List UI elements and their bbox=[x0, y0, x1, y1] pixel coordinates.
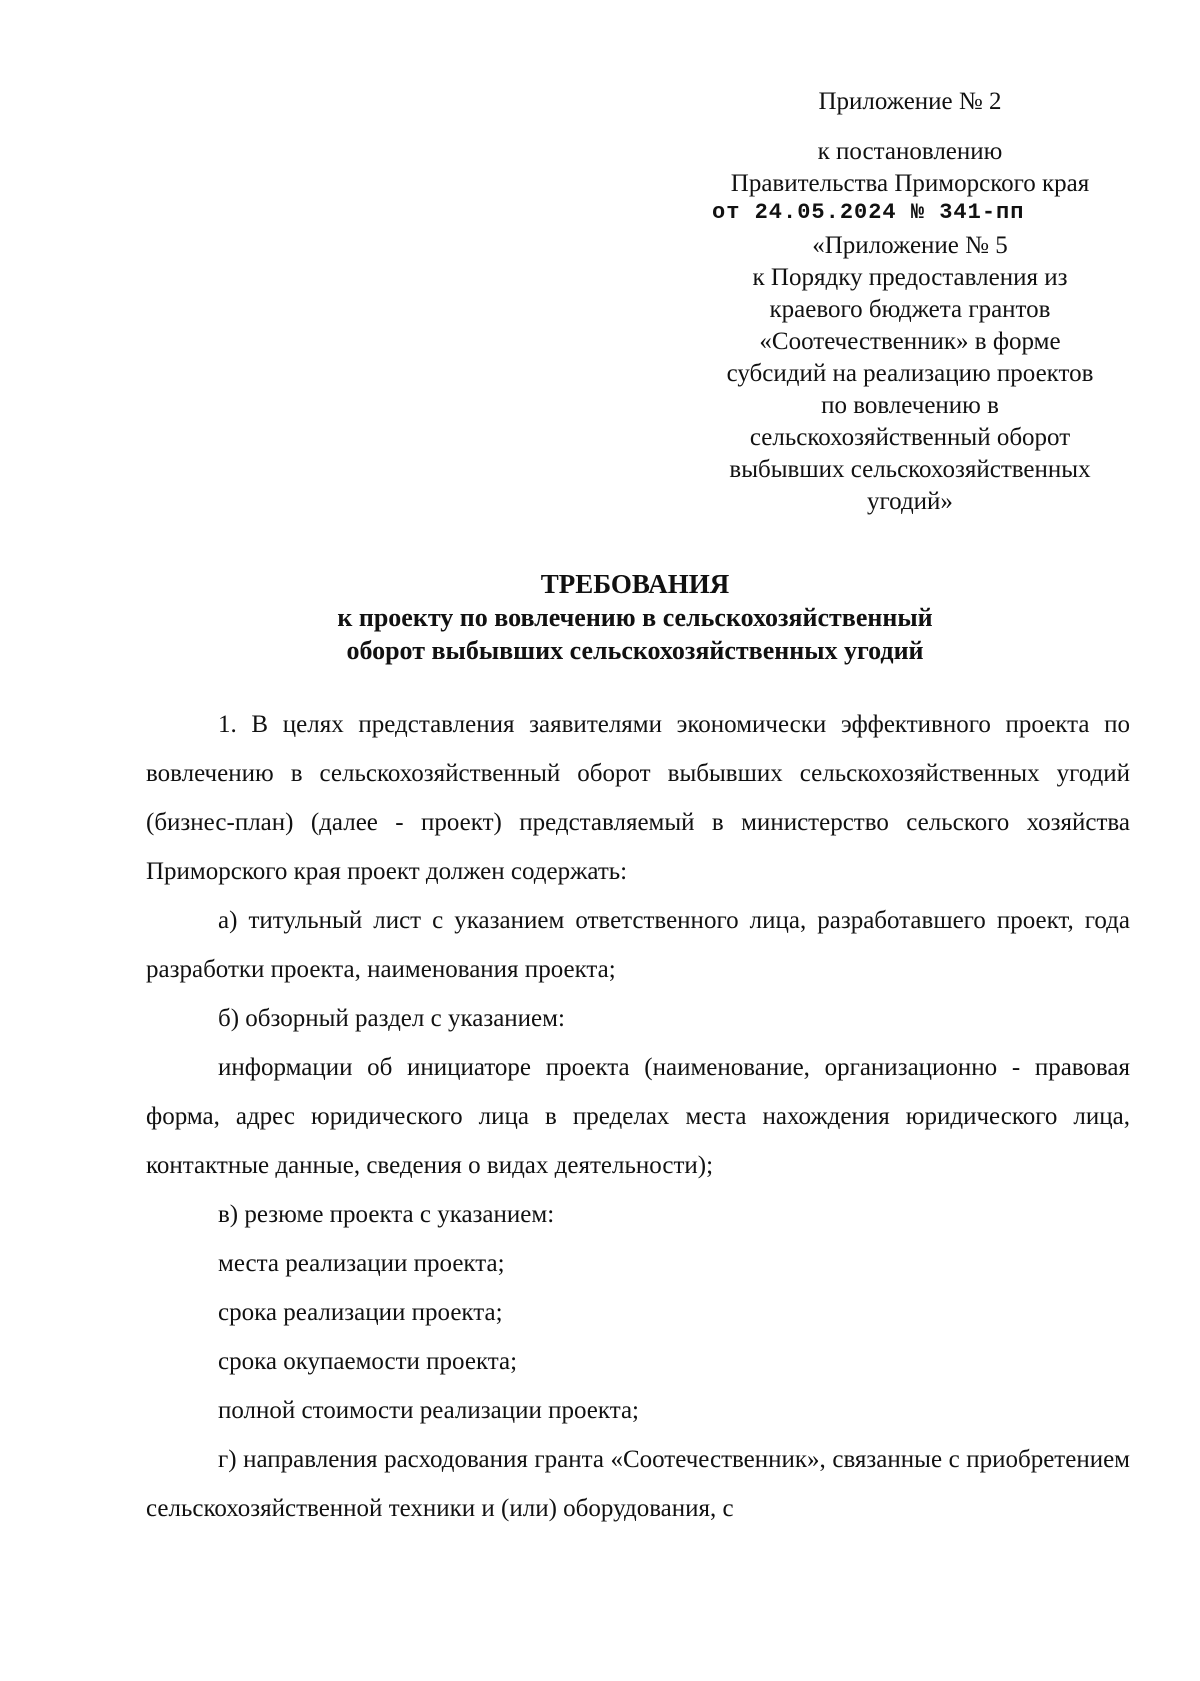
sub-appendix-line: субсидий на реализацию проектов bbox=[726, 360, 1094, 387]
sub-appendix-line: по вовлечению в bbox=[821, 392, 999, 419]
paragraph: информации об инициаторе проекта (наименование, организационно - правовая форма, адрес юридического лица в пределах места нахождения юридического лица, контактные данные, сведения о видах деятельности); bbox=[146, 1054, 1130, 1179]
paragraph: в) резюме проекта с указанием: bbox=[218, 1201, 555, 1228]
sub-appendix-line: угодий» bbox=[867, 488, 953, 515]
appendix-header bbox=[690, 86, 1130, 518]
document-body bbox=[146, 700, 1130, 1533]
paragraph: полной стоимости реализации проекта; bbox=[218, 1397, 639, 1424]
title-subline: оборот выбывших сельскохозяйственных угодий bbox=[346, 636, 924, 665]
title-subline: к проекту по вовлечению в сельскохозяйственный bbox=[337, 603, 933, 632]
header-line: к постановлению bbox=[817, 138, 1003, 165]
title-main: ТРЕБОВАНИЯ bbox=[540, 569, 730, 599]
sub-appendix-line: «Соотечественник» в форме bbox=[759, 328, 1061, 355]
appendix-title: Приложение № 2 bbox=[818, 88, 1002, 115]
paragraph: срока окупаемости проекта; bbox=[218, 1348, 518, 1375]
sub-appendix-line: сельскохозяйственный оборот bbox=[749, 424, 1071, 451]
header-line: Правительства Приморского края bbox=[730, 170, 1090, 197]
sub-appendix-line: краевого бюджета грантов bbox=[769, 296, 1051, 323]
paragraph: а) титульный лист с указанием ответственного лица, разработавшего проект, года разработки проекта, наименования проекта; bbox=[146, 907, 1130, 983]
registration-stamp: от 24.05.2024 № 341-пп bbox=[712, 200, 1025, 225]
paragraph: места реализации проекта; bbox=[218, 1250, 505, 1277]
paragraph: г) направления расходования гранта «Соотечественник», связанные с приобретением сельскохозяйственной техники и (или) оборудования, с bbox=[146, 1446, 1130, 1522]
paragraph: б) обзорный раздел с указанием: bbox=[218, 1005, 565, 1032]
document-title bbox=[140, 568, 1130, 667]
sub-appendix-line: к Порядку предоставления из bbox=[752, 264, 1068, 291]
sub-appendix-line: выбывших сельскохозяйственных bbox=[729, 456, 1091, 483]
paragraph: 1. В целях представления заявителями экономически эффективного проекта по вовлечению в сельскохозяйственный оборот выбывших сельскохозяйственных угодий (бизнес-план) (далее - проект) представляемый в министерство сельского хозяйства Приморского края проект должен содержать: bbox=[146, 711, 1130, 885]
sub-appendix-line: «Приложение № 5 bbox=[812, 232, 1008, 259]
paragraph: срока реализации проекта; bbox=[218, 1299, 503, 1326]
